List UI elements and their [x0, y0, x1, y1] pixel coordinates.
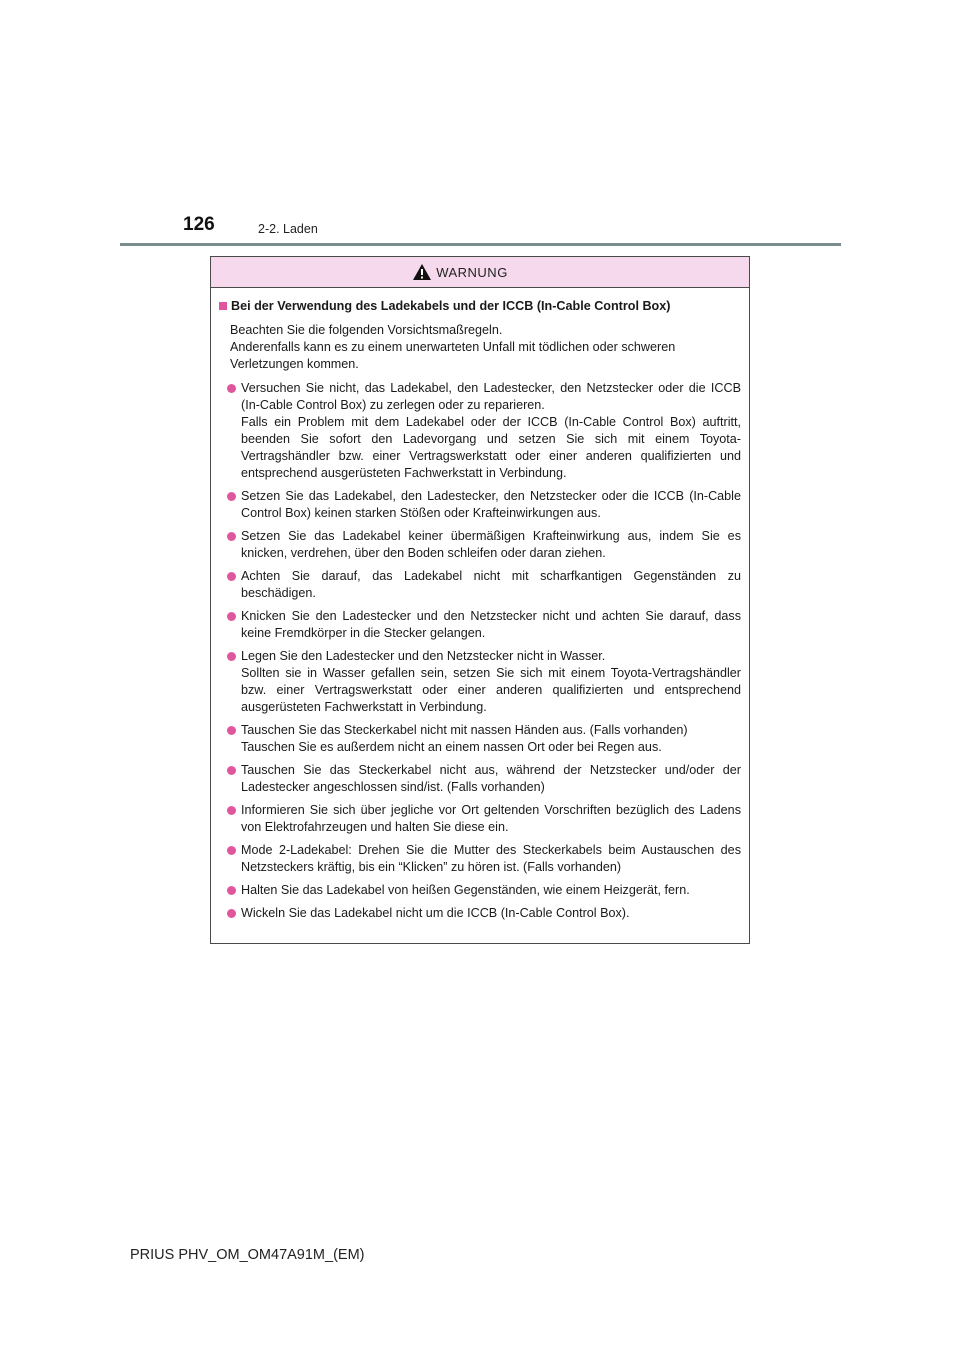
page-number: 126 [183, 214, 215, 235]
warning-bullet-item [241, 380, 741, 482]
bullet-text: Setzen Sie das Ladekabel keiner übermäßigen Krafteinwirkung aus, indem Sie es knicken, verdrehen, über den Boden schleifen oder daran ziehen. [241, 529, 741, 560]
bullet-text: Setzen Sie das Ladekabel, den Ladestecker, den Netzstecker oder die ICCB (In-Cable Control Box) keinen starken Stößen oder Krafteinwirkungen aus. [241, 489, 741, 520]
bullet-text: Achten Sie darauf, das Ladekabel nicht mit scharfkantigen Gegenständen zu beschädigen. [241, 569, 741, 600]
warning-title: WARNUNG [436, 264, 508, 280]
bullet-text: Tauschen Sie das Steckerkabel nicht mit nassen Händen aus. (Falls vorhanden) Tauschen Sie es außerdem nicht an einem nassen Ort oder bei Regen aus. [241, 723, 688, 754]
warning-header [211, 257, 749, 288]
subheading-text: Bei der Verwendung des Ladekabels und der ICCB (In-Cable Control Box) [231, 299, 671, 313]
pink-bullet-icon [227, 384, 236, 393]
warning-bullet-item [241, 648, 741, 716]
pink-bullet-icon [227, 532, 236, 541]
warning-bullet-item [241, 842, 741, 876]
pink-bullet-icon [227, 572, 236, 581]
pink-bullet-icon [227, 806, 236, 815]
pink-bullet-icon [227, 766, 236, 775]
pink-square-icon [219, 302, 227, 310]
warning-bullet-item [241, 608, 741, 642]
bullet-text: Knicken Sie den Ladestecker und den Netzstecker nicht und achten Sie darauf, dass keine Fremdkörper in die Stecker gelangen. [241, 609, 741, 640]
pink-bullet-icon [227, 886, 236, 895]
warning-subheading [219, 298, 741, 315]
warning-bullet-item [241, 722, 741, 756]
warning-bullet-item [241, 882, 741, 899]
intro-line: Beachten Sie die folgenden Vorsichtsmaßregeln. [230, 323, 503, 337]
document-id: PRIUS PHV_OM_OM47A91M_(EM) [130, 1247, 365, 1263]
warning-bullet-list [219, 380, 741, 922]
warning-triangle-icon [412, 263, 432, 281]
bullet-text: Informieren Sie sich über jegliche vor Ort geltenden Vorschriften bezüglich des Ladens von Elektrofahrzeugen und halten Sie diese ein. [241, 803, 741, 834]
intro-line: Anderenfalls kann es zu einem unerwarteten Unfall mit tödlichen oder schweren Verletzungen kommen. [230, 340, 676, 371]
bullet-text: Legen Sie den Ladestecker und den Netzstecker nicht in Wasser. Sollten sie in Wasser gefallen sein, setzen Sie sich mit einem Toyota-Vertragshändler bzw. einer Vertragswerkstatt oder einer anderen qualifizierten und entsprechend ausgerüsteten Fachwerkstatt in Verbindung. [241, 649, 741, 714]
pink-bullet-icon [227, 492, 236, 501]
warning-bullet-item [241, 762, 741, 796]
bullet-text: Halten Sie das Ladekabel von heißen Gegenständen, wie einem Heizgerät, fern. [241, 883, 690, 897]
warning-bullet-item [241, 528, 741, 562]
pink-bullet-icon [227, 726, 236, 735]
header-rule [120, 243, 841, 246]
pink-bullet-icon [227, 652, 236, 661]
bullet-text: Wickeln Sie das Ladekabel nicht um die ICCB (In-Cable Control Box). [241, 906, 630, 920]
warning-intro [219, 322, 741, 373]
pink-bullet-icon [227, 612, 236, 621]
bullet-text: Mode 2-Ladekabel: Drehen Sie die Mutter des Steckerkabels beim Austauschen des Netzsteckers kräftig, bis ein “Klicken” zu hören ist. (Falls vorhanden) [241, 843, 741, 874]
warning-body [211, 288, 749, 922]
warning-bullet-item [241, 905, 741, 922]
pink-bullet-icon [227, 846, 236, 855]
bullet-text: Versuchen Sie nicht, das Ladekabel, den Ladestecker, den Netzstecker oder die ICCB (In-Cable Control Box) zu zerlegen oder zu reparieren. Falls ein Problem mit dem Ladekabel oder der ICCB (In-Cable Control Box) auftritt, beenden Sie sofort den Ladevorgang und setzen Sie sich mit einem Toyota-Vertragshändler bzw. einer Vertragswerkstatt oder einer anderen qualifizierten und entsprechend ausgerüsteten Fachwerkstatt in Verbindung. [241, 381, 741, 480]
section-label: 2-2. Laden [258, 222, 318, 236]
warning-bullet-item [241, 568, 741, 602]
pink-bullet-icon [227, 909, 236, 918]
warning-box [210, 256, 750, 944]
bullet-text: Tauschen Sie das Steckerkabel nicht aus, während der Netzstecker und/oder der Ladestecker angeschlossen sind/ist. (Falls vorhanden) [241, 763, 741, 794]
warning-bullet-item [241, 488, 741, 522]
warning-bullet-item [241, 802, 741, 836]
